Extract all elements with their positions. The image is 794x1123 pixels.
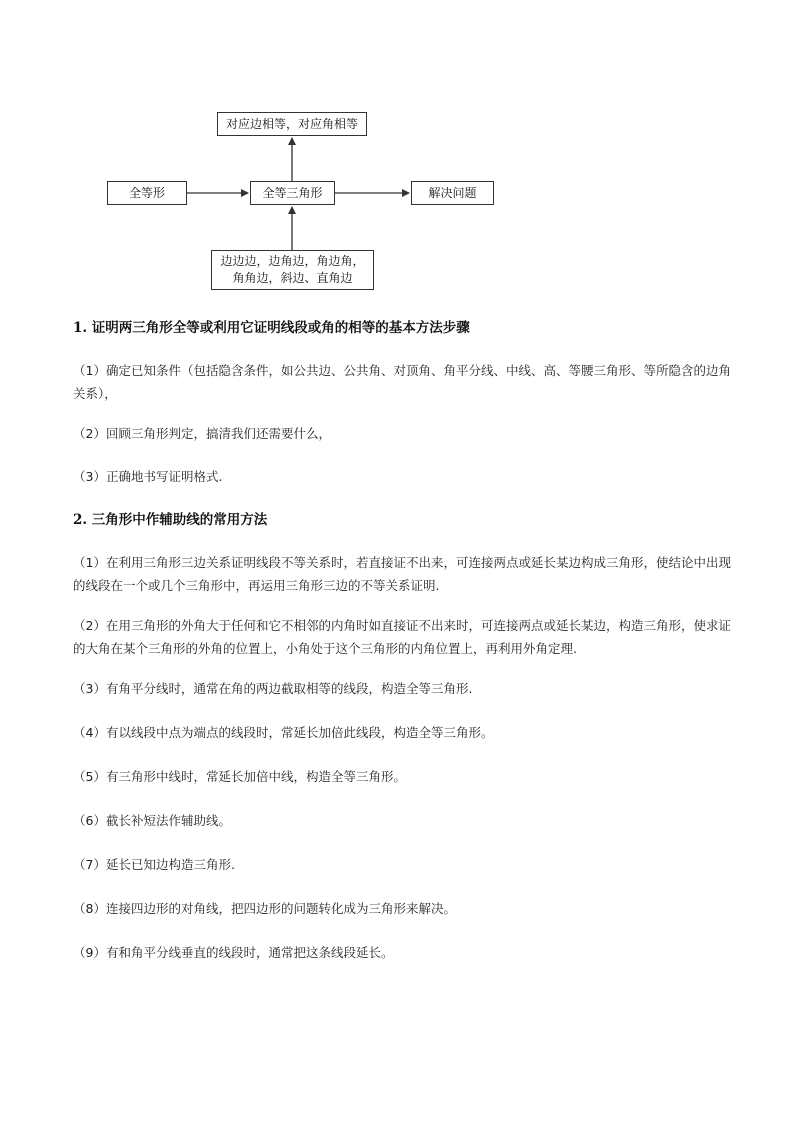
section-2-item-6: （6）截长补短法作辅助线。 (73, 813, 231, 828)
section-1-heading: 1. 证明两三角形全等或利用它证明线段或角的相等的基本方法步骤 (73, 320, 470, 336)
box-congruence-criteria (211, 250, 374, 290)
criteria-line-1: 边边边，边角边，角边角， (220, 254, 365, 268)
section-1-item-1: （1）确定已知条件（包括隐含条件，如公共边、公共角、对顶角、角平分线、中线、高、等腰三角形、等所隐含的边角关系）， (73, 363, 731, 401)
diagram-arrows (0, 0, 794, 300)
section-2-item-1: （1）在利用三角形三边关系证明线段不等关系时，若直接证不出来，可连接两点或延长某边构成三角形，使结论中出现的线段在一个或几个三角形中，再运用三角形三边的不等关系证明. (73, 555, 731, 593)
box-congruent-figures-text: 全等形 (128, 185, 165, 200)
section-1-item-3: （3）正确地书写证明格式. (73, 469, 223, 484)
concept-diagram (0, 0, 794, 300)
section-2-item-8: （8）连接四边形的对角线，把四边形的问题转化成为三角形来解决。 (73, 901, 456, 916)
box-congruent-triangles (250, 181, 335, 205)
section-2-heading: 2. 三角形中作辅助线的常用方法 (73, 512, 268, 528)
section-2-item-7: （7）延长已知边构造三角形. (73, 857, 235, 872)
box-congruent-figures (107, 181, 187, 205)
section-2-item-3: （3）有角平分线时，通常在角的两边截取相等的线段，构造全等三角形. (73, 681, 473, 696)
section-2-item-4: （4）有以线段中点为端点的线段时，常延长加倍此线段，构造全等三角形。 (73, 725, 494, 740)
box-corresponding-equal (217, 112, 367, 136)
box-corresponding-equal-text: 对应边相等，对应角相等 (225, 116, 358, 131)
box-solve-problems-text: 解决问题 (428, 185, 477, 200)
box-congruence-criteria-text (220, 253, 364, 287)
document-body (73, 317, 733, 964)
section-2-item-5: （5）有三角形中线时，常延长加倍中线，构造全等三角形。 (73, 769, 406, 784)
criteria-line-2: 角角边，斜边、直角边 (232, 271, 353, 285)
section-2-item-9: （9）有和角平分线垂直的线段时，通常把这条线段延长。 (73, 945, 394, 960)
section-1-item-2: （2）回顾三角形判定，搞清我们还需要什么， (73, 426, 331, 441)
box-congruent-triangles-text: 全等三角形 (262, 185, 323, 200)
section-2-item-2: （2）在用三角形的外角大于任何和它不相邻的内角时如直接证不出来时，可连接两点或延长某边，构造三角形，使求证的大角在某个三角形的外角的位置上，小角处于这个三角形的内角位置上，再利用外角定理. (73, 618, 731, 656)
box-solve-problems (411, 181, 494, 205)
